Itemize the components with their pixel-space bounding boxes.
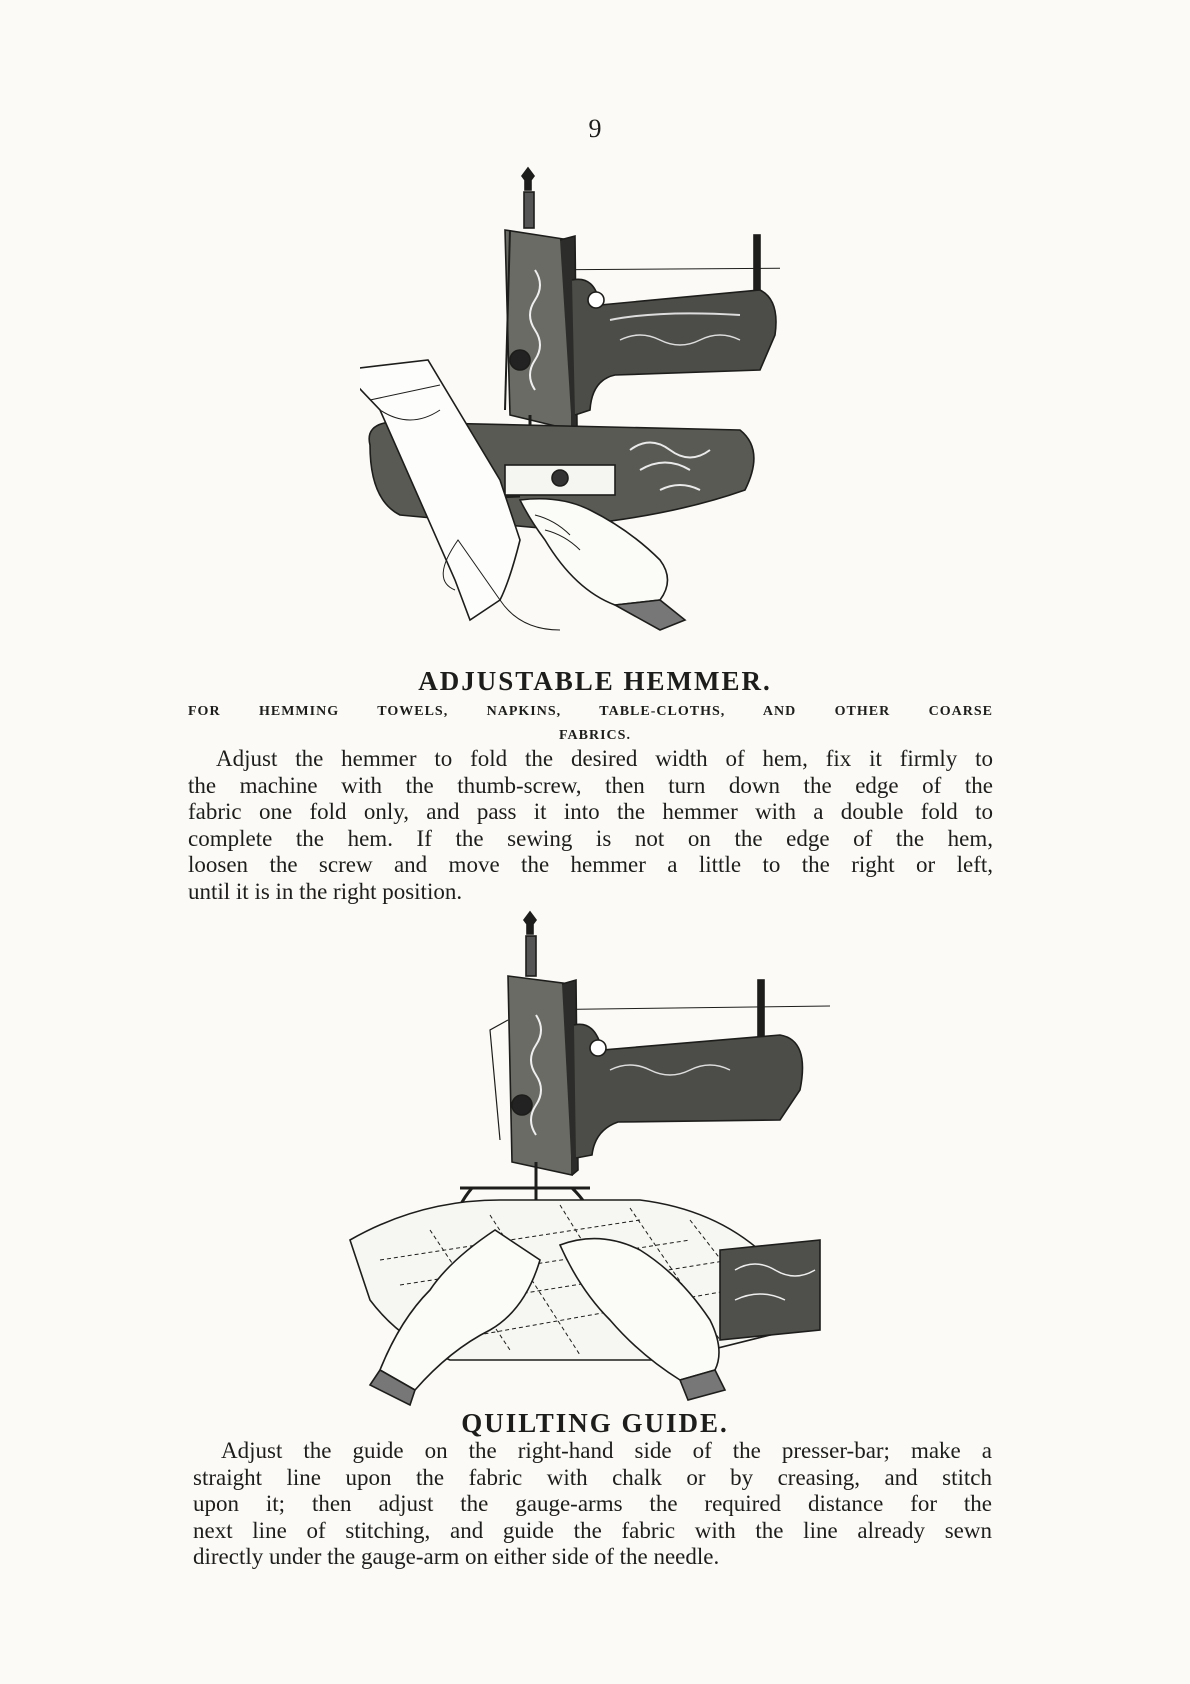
- paragraph-line: until it is in the right position.: [188, 878, 463, 904]
- quilting-guide-title: QUILTING GUIDE.: [461, 1408, 729, 1438]
- paragraph-line: complete the hem. If the sewing is not on the edge of the hem,: [188, 825, 993, 851]
- hemmer-subtitle-continued: FABRICS.: [559, 728, 631, 743]
- quilting-guide-illustration: [340, 900, 840, 1420]
- paragraph-line: directly under the gauge-arm on either side of the needle.: [193, 1544, 720, 1569]
- page-number: 9: [588, 114, 602, 143]
- quilting-guide-paragraph: [193, 1438, 992, 1571]
- paragraph-line: straight line upon the fabric with chalk or by creasing, and stitch: [193, 1464, 992, 1490]
- paragraph-line: next line of stitching, and guide the fabric with the line already sewn: [193, 1517, 992, 1543]
- paragraph-line: fabric one fold only, and pass it into the hemmer with a double fold to: [188, 799, 993, 824]
- paragraph-line: upon it; then adjust the gauge-arms the required distance for the: [193, 1491, 992, 1516]
- paragraph-line: loosen the screw and move the hemmer a little to the right or left,: [188, 852, 993, 877]
- hemmer-subtitle: FOR HEMMING TOWELS, NAPKINS, TABLE-CLOTHS, AND OTHER COARSE: [188, 704, 993, 719]
- paragraph-line: Adjust the guide on the right-hand side of the presser-bar; make a: [221, 1438, 992, 1463]
- hemmer-illustration: [360, 160, 780, 680]
- hemmer-paragraph: [188, 746, 993, 905]
- hemmer-title: ADJUSTABLE HEMMER.: [418, 666, 772, 696]
- paragraph-line: Adjust the hemmer to fold the desired width of hem, fix it firmly to: [216, 746, 993, 771]
- paragraph-line: the machine with the thumb-screw, then turn down the edge of the: [188, 772, 993, 798]
